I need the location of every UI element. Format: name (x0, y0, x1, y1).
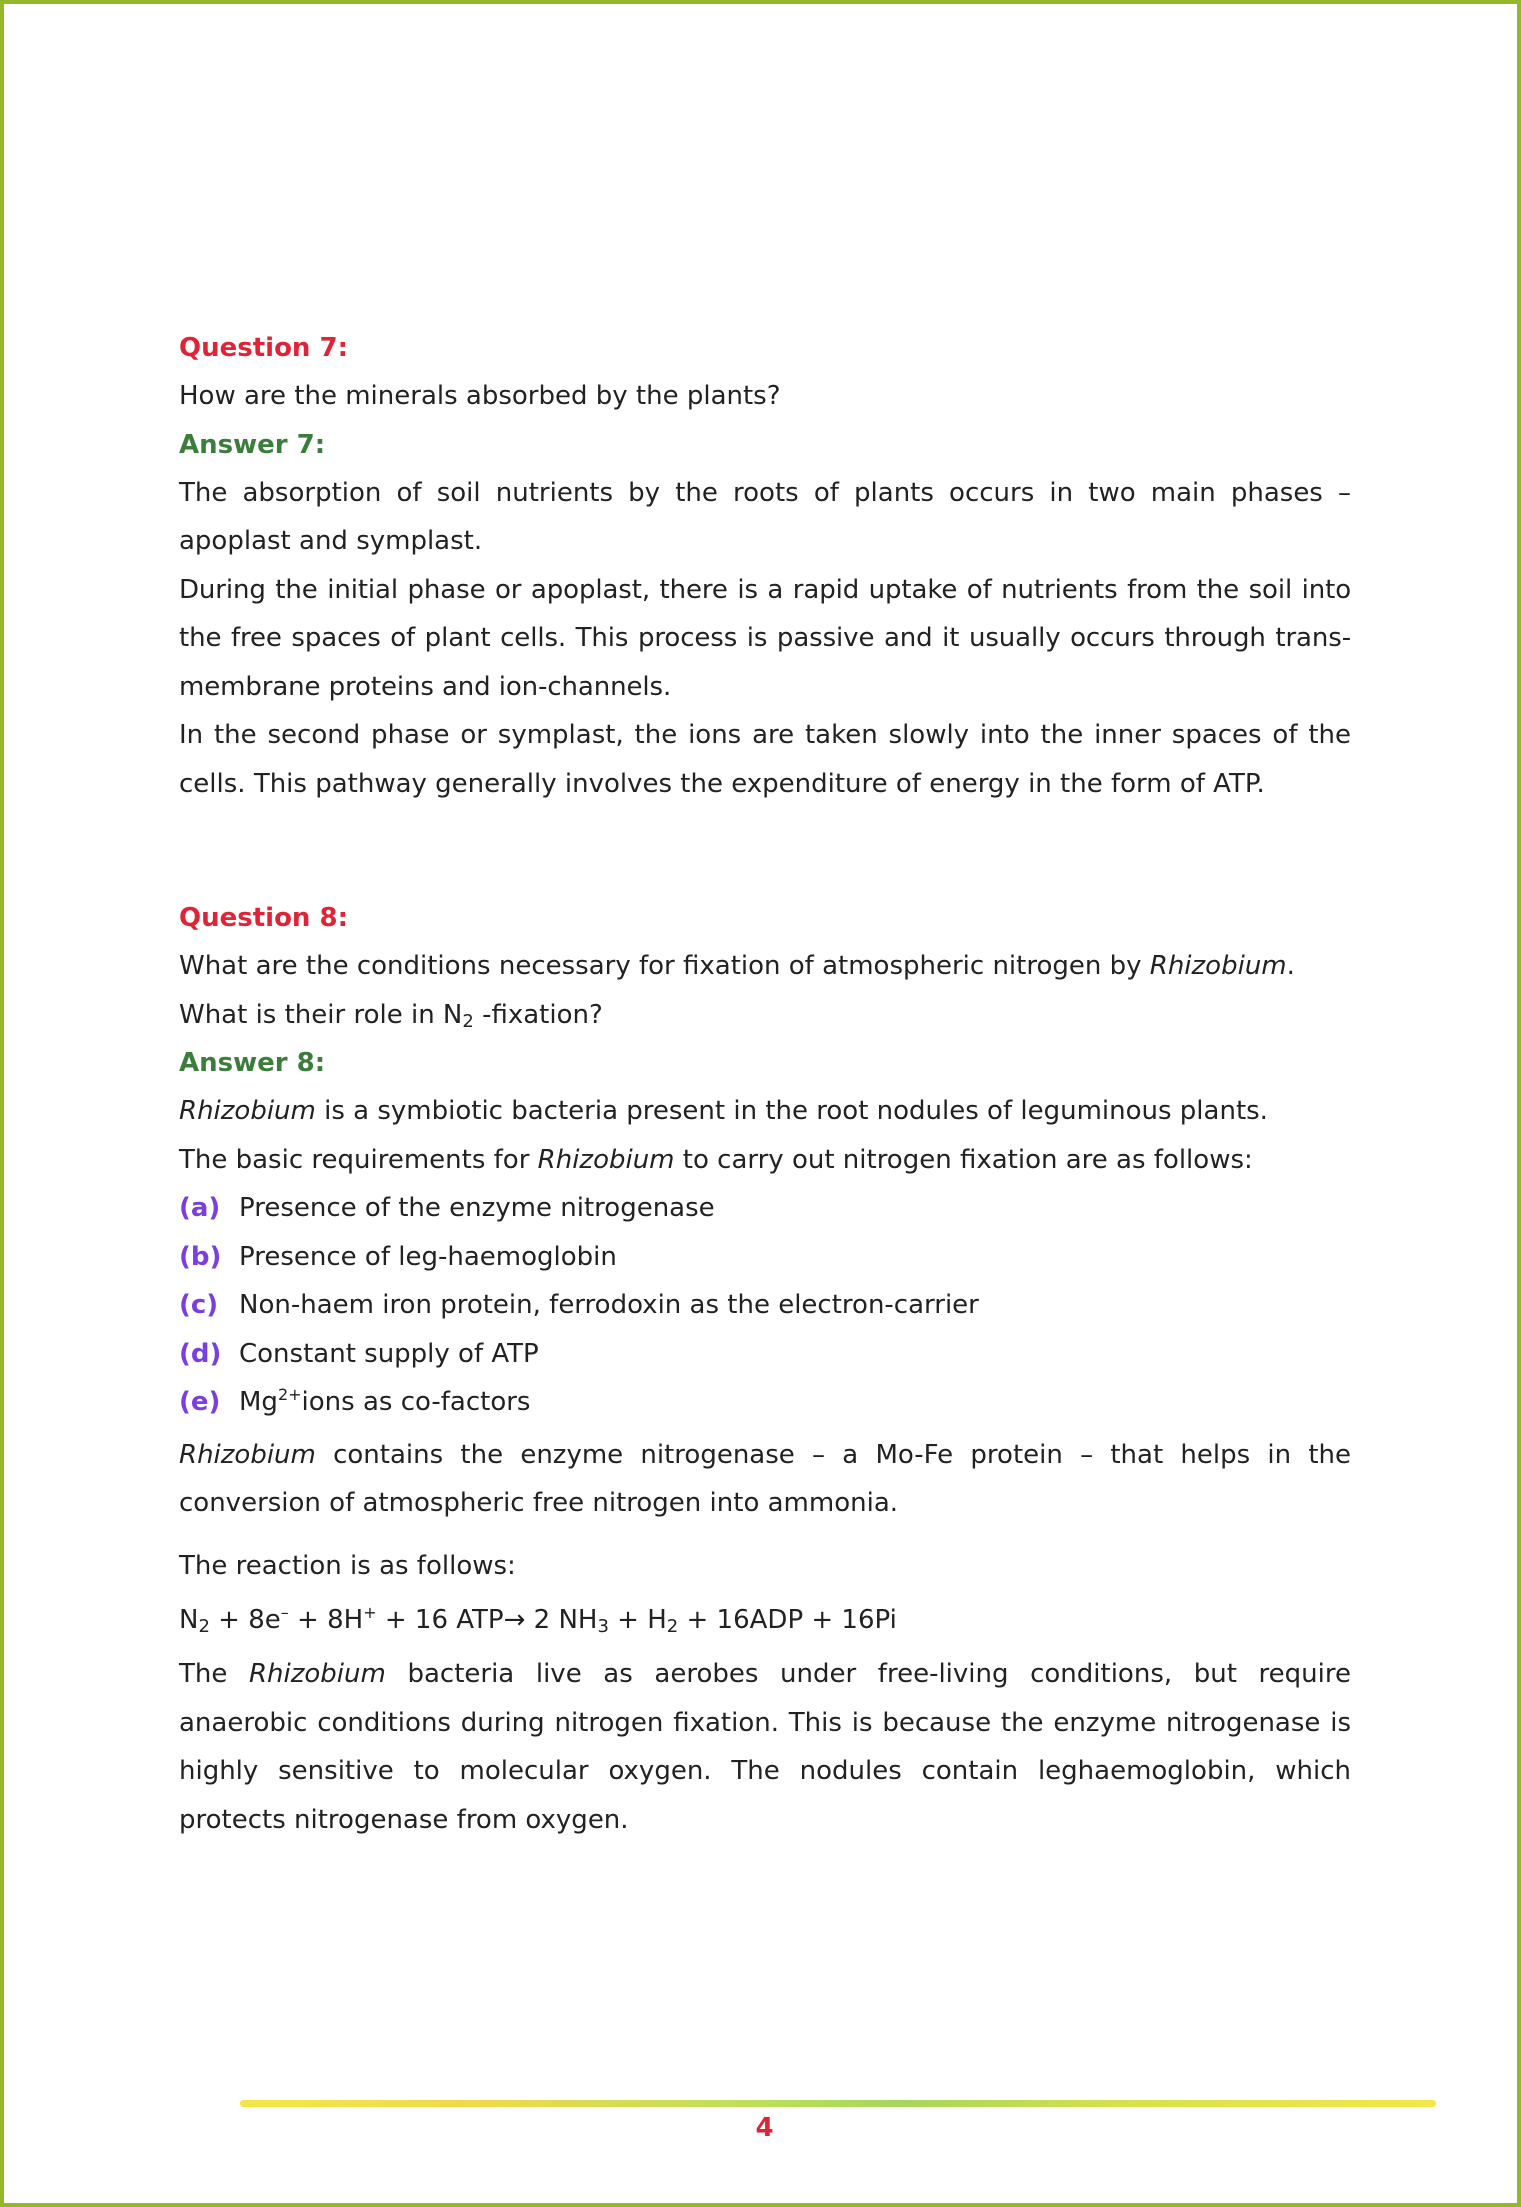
answer-7-paragraph-2: During the initial phase or apoplast, there is a rapid uptake of nutrients from the soil into the free spaces of plant cells. This process is passive and it usually occurs through trans-membrane proteins and ion-channels. (179, 574, 1351, 702)
answer-8-nitrogenase-paragraph: Rhizobium contains the enzyme nitrogenase – a Mo-Fe protein – that helps in the conversion of atmospheric free nitrogen into ammonia. (179, 1439, 1351, 1518)
answer-7-label: Answer 7: (179, 429, 326, 460)
answer-8-intro-1: Rhizobium is a symbiotic bacteria present in the root nodules of leguminous plants. (179, 1096, 1268, 1126)
reaction-equation: $N_2 + 8e^- + 8H^+ + 16$ ATP→ 2 $NH_3 + H_2 + 16ADP + 16Pi$ (179, 1603, 897, 1637)
question-8-label: Question 8: (179, 903, 348, 933)
answer-8-label: Answer 8: (179, 1048, 326, 1078)
answer-8-intro-2: The basic requirements for Rhizobium to carry out nitrogen fixation are as follows: (179, 1144, 1253, 1175)
content (179, 324, 1351, 1844)
question-7-label: Question 7: (179, 333, 348, 363)
list-item-e: (e) $Mg^{2+}ions$ as co-factors (179, 1385, 531, 1417)
page-number: 4 (755, 2113, 774, 2143)
answer-7-paragraph-3: In the second phase or symplast, the ions are taken slowly into the inner spaces of the cells. This pathway generally involves the expenditure of energy in the form of ATP. (179, 720, 1351, 799)
answer-8-final-paragraph: The Rhizobium bacteria live as aerobes under free-living conditions, but require anaerobic conditions during nitrogen fixation. This is because the enzyme nitrogenase is highly sensitive to molecular oxygen. The nodules contain leghaemoglobin, which protects nitrogenase from oxygen. (179, 1659, 1351, 1835)
answer-7-paragraph-1: The absorption of soil nutrients by the roots of plants occurs in two main phases – apoplast and symplast. (179, 477, 1351, 556)
list-item-c: (c) Non-haem iron protein, ferrodoxin as the electron-carrier (179, 1290, 979, 1320)
list-item-d: (d) Constant supply of ATP (179, 1338, 539, 1369)
list-item-a: (a) Presence of the enzyme nitrogenase (179, 1193, 715, 1223)
footer-divider (240, 2100, 1436, 2107)
question-7-text: How are the minerals absorbed by the plants? (179, 381, 781, 411)
reaction-intro: The reaction is as follows: (179, 1550, 516, 1581)
rhizobium-term: Rhizobium (1149, 951, 1287, 981)
question-8-text: What are the conditions necessary for fixation of atmospheric nitrogen by Rhizobium. What is their role in $N_2$ -fixation? (179, 951, 1295, 1032)
list-item-b: (b) Presence of leg-haemoglobin (179, 1241, 617, 1272)
